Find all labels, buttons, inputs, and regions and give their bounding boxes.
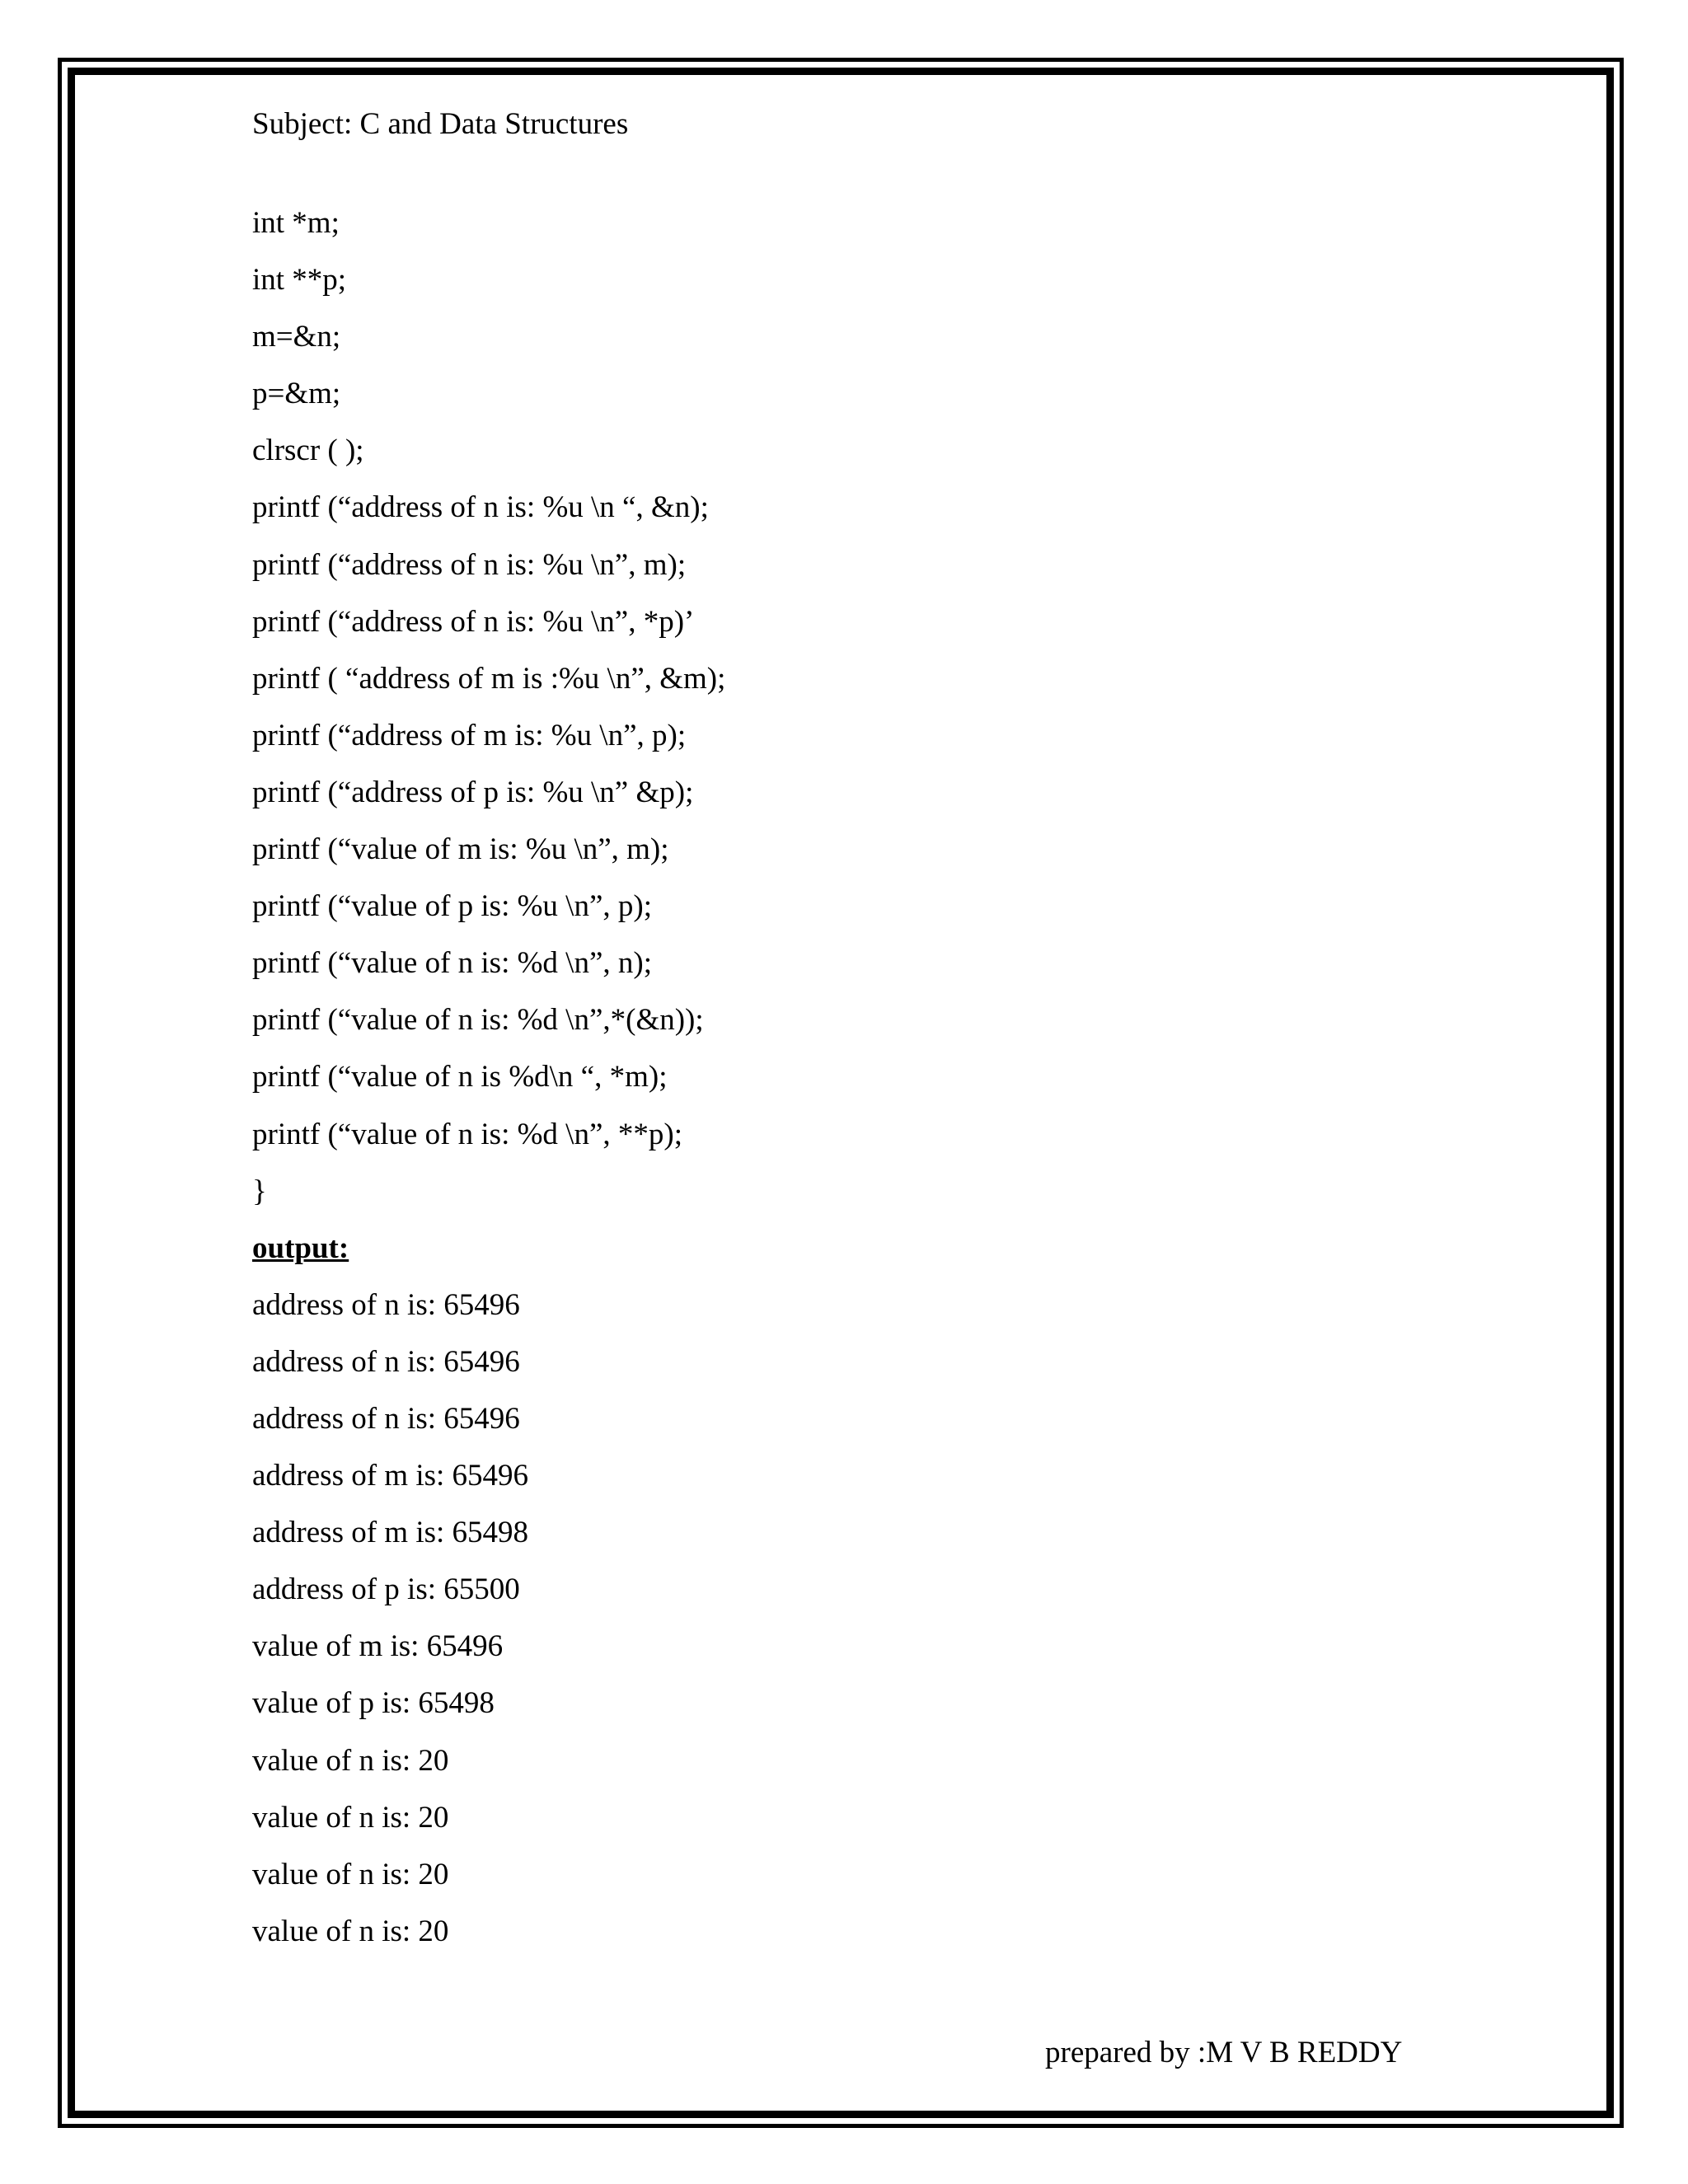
output-line: address of n is: 65496 [252,1287,520,1322]
code-line: int *m; [252,206,340,240]
code-line: printf ( “address of m is :%u \n”, &m); [252,661,726,696]
code-line: printf (“value of n is: %d \n”,*(&n)); [252,1003,704,1038]
code-line: clrscr ( ); [252,434,364,468]
code-line: p=&m; [252,377,341,411]
code-line: } [252,1174,267,1208]
output-heading: output: [252,1230,349,1265]
code-line: printf (“value of p is: %u \n”, p); [252,889,652,924]
output-line: value of n is: 20 [252,1800,449,1835]
output-line: address of m is: 65496 [252,1459,529,1493]
code-line: printf (“address of m is: %u \n”, p); [252,718,687,752]
output-line: value of n is: 20 [252,1914,449,1948]
code-line: int **p; [252,263,347,298]
output-line: value of n is: 20 [252,1743,449,1778]
output-line: value of n is: 20 [252,1857,449,1891]
output-line: value of p is: 65498 [252,1686,495,1721]
code-line: printf (“value of n is: %d \n”, n); [252,946,652,981]
prepared-by-footer: prepared by :M V B REDDY [1045,2036,1403,2069]
output-line: address of n is: 65496 [252,1401,520,1436]
subject-header: Subject: C and Data Structures [252,107,629,141]
output-line: value of m is: 65496 [252,1629,504,1664]
output-line: address of p is: 65500 [252,1572,520,1607]
code-line: printf (“address of p is: %u \n” &p); [252,775,694,809]
code-line: printf (“address of n is: %u \n “, &n); [252,490,709,525]
output-line: address of m is: 65498 [252,1516,529,1550]
output-line: address of n is: 65496 [252,1344,520,1379]
code-line: printf (“value of n is %d\n “, *m); [252,1060,668,1094]
code-line: printf (“value of n is: %d \n”, **p); [252,1117,682,1151]
code-line: printf (“address of n is: %u \n”, m); [252,547,687,582]
code-line: printf (“address of n is: %u \n”, *p)’ [252,604,695,639]
page-content [252,99,1489,1960]
code-line: printf (“value of m is: %u \n”, m); [252,832,669,867]
code-listing [252,194,1489,1960]
code-line: m=&n; [252,320,341,354]
